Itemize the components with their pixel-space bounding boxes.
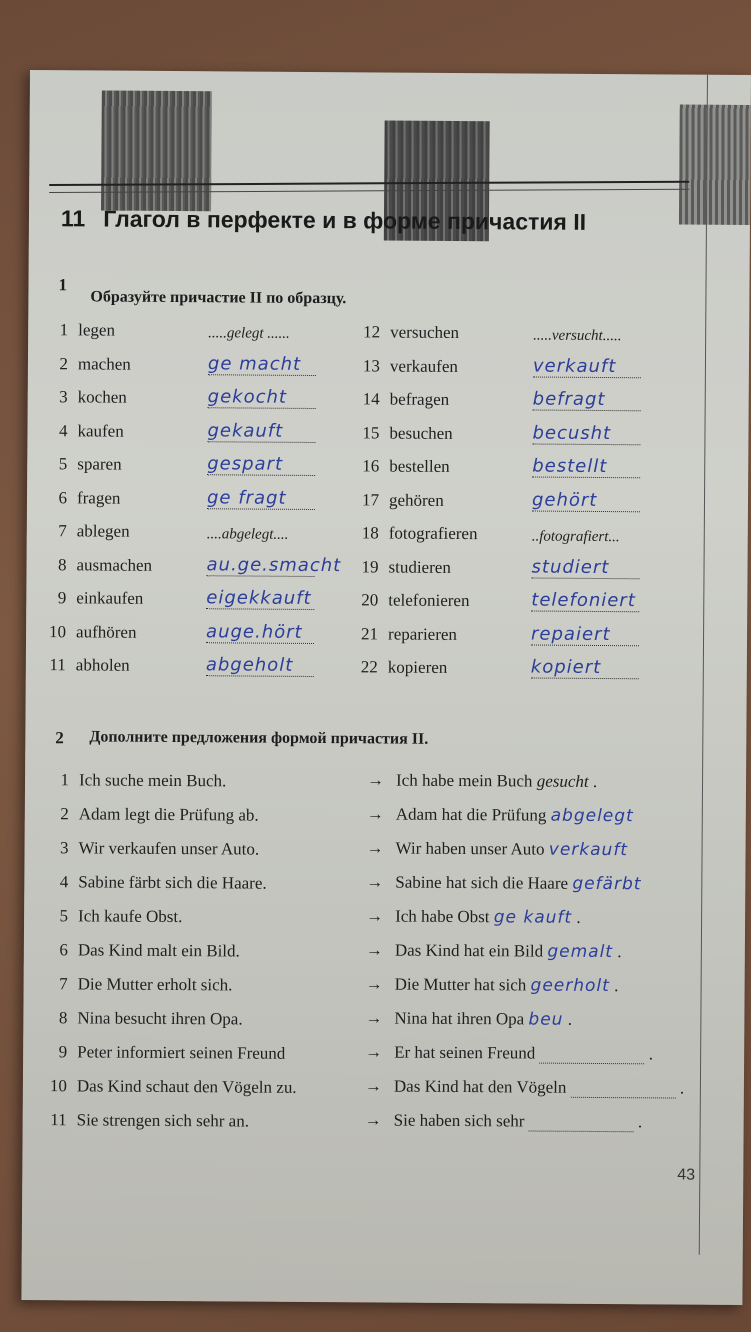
handwritten-answer: ge kauft [493, 907, 573, 928]
verb-infinitive: abholen [75, 655, 130, 675]
handwritten-answer: ge macht [208, 353, 316, 376]
verb-infinitive: versuchen [390, 322, 460, 343]
completion-sentence [365, 1076, 684, 1098]
item-number: 3 [59, 387, 68, 407]
completion-sentence [365, 1110, 643, 1132]
handwritten-answer: gehört [532, 489, 640, 512]
blank-line [529, 1117, 634, 1133]
prompt-text: Sie haben sich sehr [393, 1110, 529, 1131]
item-number: 4 [59, 872, 69, 892]
sentence-tail: . [572, 907, 581, 927]
exercise-2-title: Дополните предложения формой причастия II. [89, 728, 429, 748]
item-number: 18 [361, 523, 379, 543]
verb-infinitive: ablegen [76, 521, 130, 541]
sentence-text: Adam legt die Prüfung ab. [78, 804, 259, 825]
prompt-text: Das Kind hat den Vögeln [393, 1076, 571, 1097]
prompt-text: Ich habe Obst [395, 906, 494, 927]
prompt-text: Die Mutter hat sich [394, 974, 531, 995]
verb-row [358, 389, 450, 416]
handwritten-answer: geerholt [530, 975, 610, 997]
example-answer: ..fotografiert... [531, 528, 620, 546]
example-answer: ....abgelegt.... [206, 526, 289, 543]
verb-infinitive: einkaufen [76, 588, 144, 608]
arrow-icon: → [365, 940, 383, 960]
verb-infinitive: ausmachen [76, 554, 153, 575]
verb-row [45, 521, 130, 548]
sentence-text: Wir verkaufen unser Auto. [78, 838, 260, 859]
handwritten-answer: studiert [531, 556, 639, 579]
item-number: 11 [50, 1110, 67, 1130]
prompt-text: Er hat seinen Freund [394, 1042, 540, 1063]
sentence-tail: . [612, 942, 622, 962]
item-number: 10 [49, 1076, 67, 1096]
sentence-text: Das Kind schaut den Vögeln zu. [76, 1076, 297, 1097]
sentence-tail: . [609, 976, 619, 996]
sentence-text: Nina besucht ihren Opa. [77, 1008, 243, 1029]
source-sentence [46, 872, 266, 894]
handwritten-answer: bestellt [532, 456, 640, 479]
source-sentence [46, 838, 259, 859]
chapter-number: 11 [60, 205, 86, 232]
source-sentence [46, 940, 240, 961]
arrow-icon: → [366, 838, 384, 858]
verb-row [356, 557, 451, 584]
item-number: 22 [360, 657, 378, 677]
completion-sentence [366, 940, 622, 962]
arrow-icon: → [366, 770, 385, 790]
sentence-text: Ich kaufe Obst. [78, 906, 183, 927]
item-number: 7 [58, 521, 67, 541]
verb-row [44, 622, 137, 649]
item-number: 16 [362, 456, 380, 476]
source-sentence [45, 1076, 297, 1098]
arrow-icon: → [365, 1008, 383, 1028]
exercise-1-title: Образуйте причастие II по образцу. [90, 288, 347, 308]
item-number: 13 [362, 355, 381, 375]
handwritten-answer: abgelegt [550, 805, 634, 827]
verb-row [358, 356, 458, 383]
handwritten-answer: telefoniert [531, 590, 639, 613]
source-sentence [45, 1110, 249, 1131]
prompt-text: Das Kind hat ein Bild [394, 940, 548, 961]
item-number: 6 [59, 940, 68, 960]
completion-sentence [366, 906, 581, 927]
verb-row [45, 488, 121, 515]
sentence-text: Sie strengen sich sehr an. [76, 1110, 250, 1131]
verb-row [44, 655, 130, 682]
item-number: 2 [59, 353, 69, 373]
completion-sentence [365, 1008, 572, 1029]
arrow-icon: → [366, 872, 384, 892]
prompt-text: Wir haben unser Auto [395, 838, 549, 859]
verb-infinitive: kochen [77, 387, 127, 407]
item-number: 9 [57, 588, 67, 608]
item-number: 11 [49, 655, 66, 675]
handwritten-answer: verkauft [533, 355, 641, 378]
verb-infinitive: aufhören [76, 621, 137, 642]
exercise-2-number: 2 [55, 728, 64, 748]
verb-row [46, 354, 131, 381]
sentence-tail: . [563, 1009, 573, 1029]
source-sentence [47, 804, 259, 825]
source-sentence [46, 974, 233, 995]
verb-row [45, 421, 123, 448]
blank-line [539, 1049, 644, 1065]
item-number: 8 [58, 1008, 68, 1028]
handwritten-answer: beu [528, 1009, 564, 1030]
item-number: 6 [58, 487, 68, 507]
completion-sentence [365, 1042, 653, 1064]
item-number: 1 [60, 770, 70, 790]
verb-row [356, 590, 469, 617]
source-sentence [46, 906, 182, 927]
verb-infinitive: machen [77, 353, 131, 374]
handwritten-answer: gefärbt [572, 873, 642, 895]
completion-sentence [367, 804, 634, 826]
print-smudge [679, 105, 751, 225]
verb-row [356, 657, 448, 684]
handwritten-answer: au.ge.smacht [206, 553, 342, 576]
completion-sentence [366, 872, 641, 894]
handwritten-answer: verkauft [548, 839, 629, 861]
item-number: 5 [58, 454, 68, 474]
verb-infinitive: besuchen [389, 423, 453, 443]
item-number: 1 [59, 320, 69, 340]
handwritten-answer: befragt [533, 389, 641, 412]
verb-infinitive: verkaufen [389, 356, 458, 376]
handwritten-answer: eigekkauft [206, 587, 314, 610]
page-number: 43 [677, 1166, 696, 1184]
item-number: 10 [49, 621, 67, 641]
sentence-tail: . [588, 771, 598, 791]
verb-row [44, 555, 152, 582]
chapter-title: Глагол в перфекте и в форме причастия II [103, 205, 587, 235]
example-answer: .....gelegt ...... [208, 325, 290, 342]
handwritten-answer: gemalt [547, 941, 614, 963]
item-number: 14 [362, 389, 380, 409]
verb-row [45, 454, 122, 481]
item-number: 8 [57, 554, 67, 574]
completion-sentence [366, 974, 619, 996]
item-number: 9 [58, 1042, 68, 1062]
arrow-icon: → [364, 1076, 382, 1096]
verb-infinitive: sparen [77, 454, 122, 474]
item-number: 7 [59, 974, 68, 994]
verb-row [46, 320, 115, 346]
verb-row [357, 423, 452, 450]
verb-infinitive: reparieren [388, 624, 458, 644]
item-number: 15 [362, 422, 380, 442]
verb-row [356, 624, 457, 651]
source-sentence [47, 770, 226, 791]
prompt-text: Adam hat die Prüfung [395, 804, 551, 825]
verb-infinitive: telefonieren [388, 590, 470, 611]
example-answer: .....versucht..... [533, 327, 622, 345]
sentence-text: Die Mutter erholt sich. [77, 974, 233, 995]
item-number: 12 [363, 322, 381, 342]
arrow-icon: → [365, 1042, 383, 1062]
verb-row [357, 490, 444, 517]
sentence-text: Das Kind malt ein Bild. [77, 940, 240, 961]
verb-infinitive: fotografieren [388, 523, 478, 544]
sentence-text: Peter informiert seinen Freund [77, 1042, 286, 1063]
handwritten-answer: gespart [207, 453, 315, 476]
arrow-icon: → [365, 974, 383, 994]
verb-infinitive: fragen [76, 487, 121, 508]
verb-row [44, 588, 143, 615]
source-sentence [45, 1042, 285, 1064]
handwritten-answer: gekocht [208, 386, 316, 409]
verb-row [358, 322, 459, 349]
verb-row [46, 387, 127, 414]
verb-row [357, 523, 478, 550]
sentence-tail: . [644, 1044, 654, 1064]
handwritten-answer: becusht [532, 422, 640, 445]
handwritten-answer: kopiert [531, 657, 639, 680]
verb-infinitive: gehören [388, 490, 444, 510]
handwritten-answer: abgeholt [206, 654, 314, 677]
arrow-icon: → [366, 804, 384, 824]
verb-infinitive: legen [78, 320, 116, 340]
completion-sentence [367, 770, 597, 792]
verb-infinitive: kaufen [77, 420, 124, 441]
handwritten-answer: auge.hört [206, 621, 314, 644]
handwritten-answer: ge fragt [207, 487, 315, 510]
sentence-text: Ich suche mein Buch. [78, 770, 227, 791]
prompt-text: Sabine hat sich die Haare [395, 872, 573, 893]
item-number: 5 [59, 906, 69, 926]
completion-sentence [367, 838, 629, 860]
item-number: 21 [361, 623, 379, 643]
example-answer: gesucht [536, 771, 589, 791]
margin-line [699, 75, 708, 1255]
item-number: 19 [361, 556, 379, 576]
sentence-tail: . [633, 1112, 643, 1132]
arrow-icon: → [364, 1110, 382, 1130]
handwritten-answer: repaiert [531, 623, 639, 646]
verb-infinitive: bestellen [389, 456, 450, 476]
blank-line [571, 1083, 676, 1099]
verb-infinitive: studieren [388, 557, 451, 577]
prompt-text: Nina hat ihren Opa [394, 1008, 529, 1029]
chapter-heading [61, 205, 586, 236]
item-number: 3 [60, 838, 69, 858]
item-number: 4 [58, 420, 68, 440]
item-number: 20 [361, 590, 379, 610]
source-sentence [45, 1008, 242, 1029]
textbook-page [21, 70, 751, 1305]
handwritten-answer: gekauft [207, 420, 315, 443]
print-smudge [101, 91, 212, 212]
item-number: 2 [60, 804, 69, 824]
verb-infinitive: kopieren [387, 657, 448, 677]
verb-infinitive: befragen [389, 389, 450, 409]
prompt-text: Ich habe mein Buch [395, 770, 537, 791]
arrow-icon: → [366, 906, 384, 926]
sentence-text: Sabine färbt sich die Haare. [78, 872, 267, 893]
exercise-1-number: 1 [58, 275, 68, 295]
item-number: 17 [361, 489, 380, 509]
sentence-tail: . [675, 1078, 685, 1098]
verb-row [357, 456, 450, 483]
